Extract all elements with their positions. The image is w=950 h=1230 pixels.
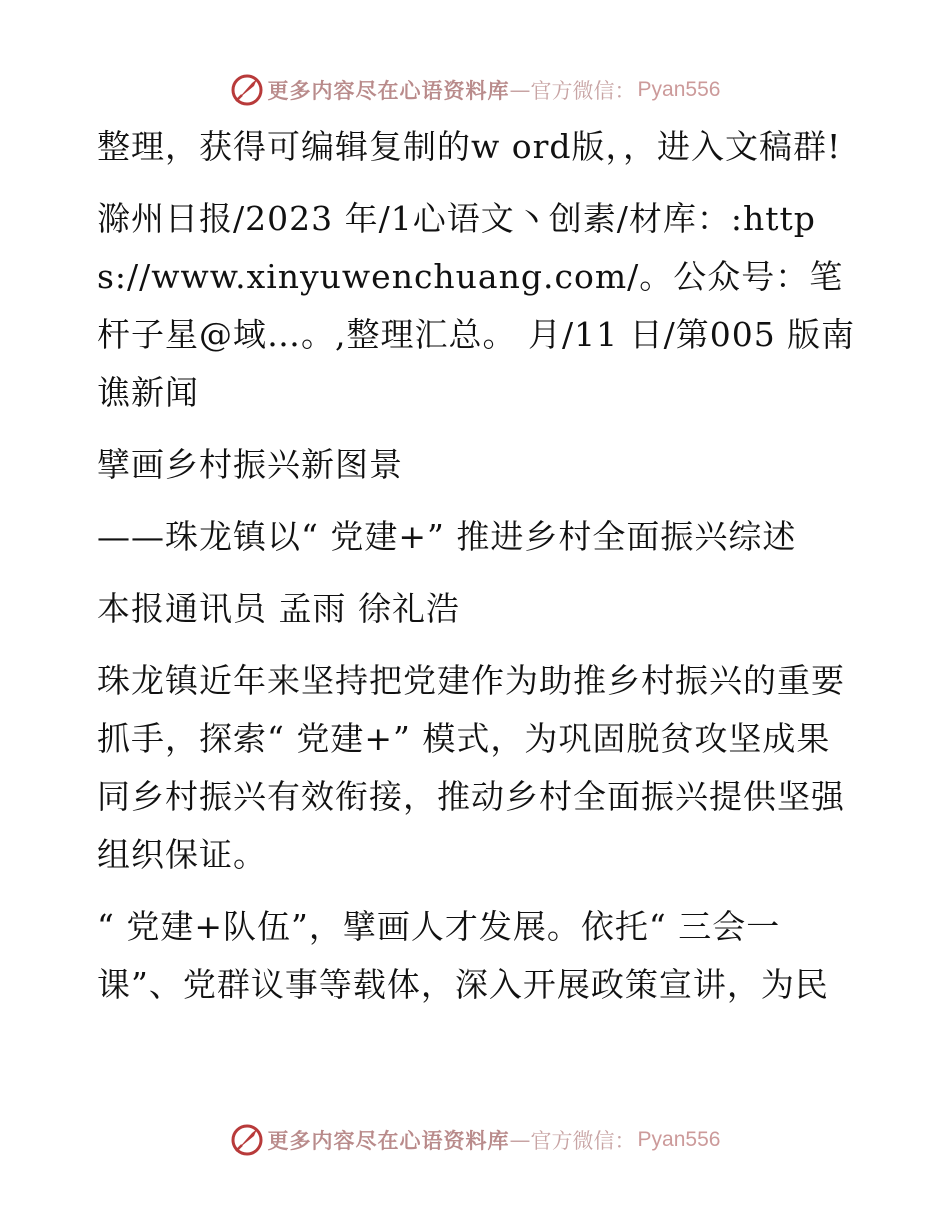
banner-separator: — — [509, 1128, 531, 1152]
article-byline: 本报通讯员 孟雨 徐礼浩 — [97, 589, 460, 628]
quill-pen-icon — [230, 73, 264, 107]
banner-title: 更多内容尽在心语资料库 — [267, 78, 510, 103]
paragraph-lead: 珠龙镇近年来坚持把党建作为助推乡村振兴的重要抓手，探索“ 党建+” 模式，为巩固脱贫攻坚成果同乡村振兴有效衔接，推动乡村全面振兴提供坚强组织保证。 — [97, 661, 845, 874]
paragraph-section: “ 党建+队伍”，擘画人才发展。依托“ 三会一课”、党群议事等载体，深入开展政策宣讲，为民 — [97, 907, 829, 1004]
header-banner — [0, 70, 950, 110]
banner-separator: — — [509, 78, 531, 102]
banner-wechat-id: Pyan556 — [637, 1128, 721, 1151]
document-body — [97, 118, 857, 1028]
banner-wechat-id: Pyan556 — [637, 78, 721, 101]
paragraph-intro: 整理，获得可编辑复制的w ord版，，进入文稿群! — [97, 127, 842, 166]
paragraph-source: 滁州日报/2023 年/1心语文丶创素/材库：:https://www.xinyuwenchuang.com/。公众号：笔杆子星@域…。,整理汇总。 月/11 日/第005 版南谯新闻 — [97, 199, 856, 412]
article-subtitle: ——珠龙镇以“ 党建+” 推进乡村全面振兴综述 — [97, 517, 797, 556]
article-title: 擘画乡村振兴新图景 — [97, 445, 403, 484]
quill-pen-icon — [230, 1123, 264, 1157]
banner-official-label: 官方微信： — [530, 1129, 636, 1153]
banner-title: 更多内容尽在心语资料库 — [267, 1128, 510, 1153]
footer-banner — [0, 1120, 950, 1160]
banner-official-label: 官方微信： — [530, 79, 636, 103]
